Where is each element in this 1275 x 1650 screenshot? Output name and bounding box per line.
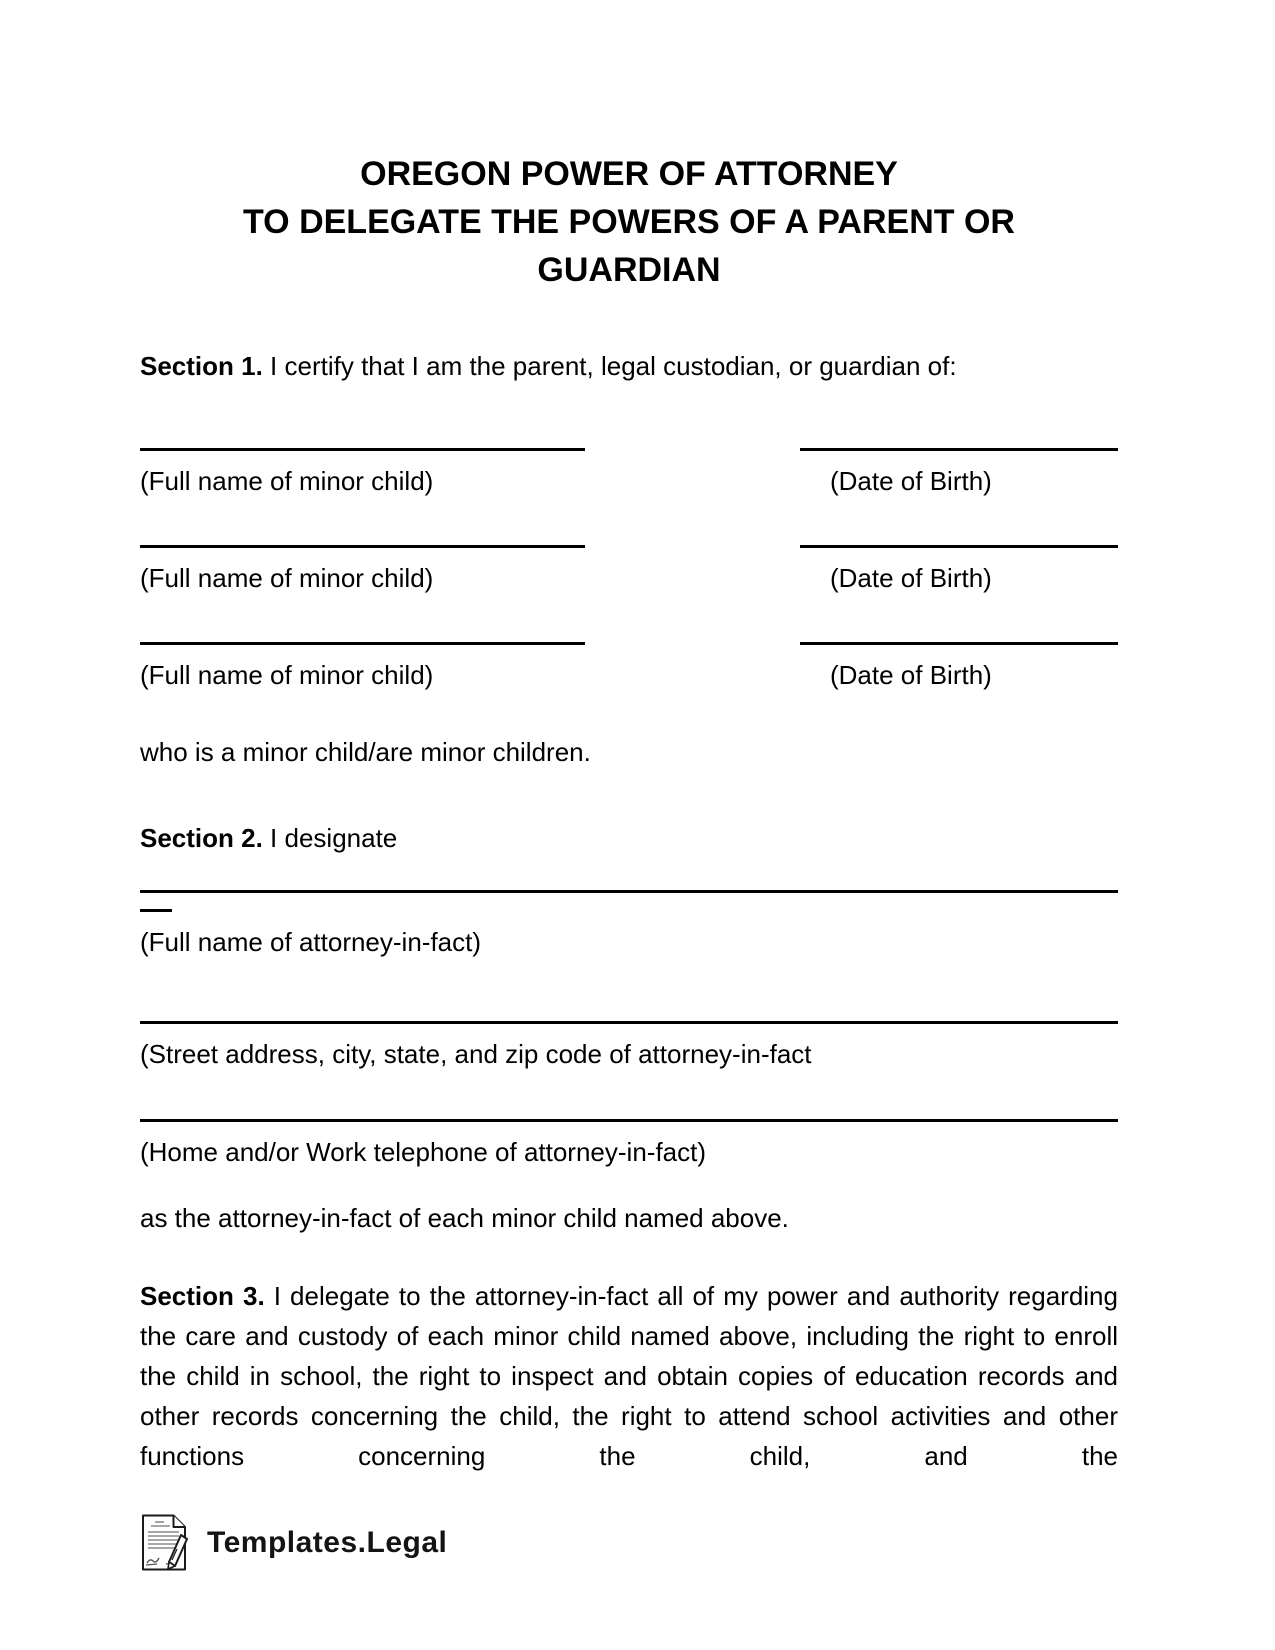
minor-child-row <box>140 448 1118 498</box>
minor-child-dob-blank-line[interactable] <box>800 545 1118 548</box>
section2-intro <box>140 818 1118 858</box>
section2-heading: Section 2. <box>140 823 263 853</box>
section3-text: I delegate to the attorney-in-fact all of my power and authority regarding the care and custody of each minor child named above, including the right to enroll the child in school, the right to inspect and obtain copies of education records and other records concerning the child, the right to attend school activities and other functions concerning the child, and the <box>140 1281 1118 1471</box>
section2-text: I designate <box>262 823 398 853</box>
minor-child-dob-label: (Date of Birth) <box>830 660 992 690</box>
attorney-phone-label: (Home and/or Work telephone of attorney-in-fact) <box>140 1137 707 1167</box>
minor-child-name-label: (Full name of minor child) <box>140 563 434 593</box>
attorney-address-field <box>140 1021 1118 1071</box>
section1-closing: who is a minor child/are minor children. <box>140 737 591 767</box>
section1-heading: Section 1. <box>140 351 263 381</box>
document-title <box>140 150 1118 294</box>
title-line-3: GUARDIAN <box>537 251 721 289</box>
minor-child-name-field <box>140 448 585 498</box>
attorney-name-label: (Full name of attorney-in-fact) <box>140 927 482 957</box>
minor-child-row <box>140 642 1118 692</box>
attorney-address-blank-line[interactable] <box>140 1021 1118 1024</box>
attorney-phone-field <box>140 1119 1118 1169</box>
attorney-address-label: (Street address, city, state, and zip code of attorney-in-fact <box>140 1039 812 1069</box>
document-pen-icon <box>140 1514 192 1571</box>
minor-child-name-blank-line[interactable] <box>140 448 585 451</box>
minor-child-dob-field <box>800 448 1118 498</box>
minor-child-dob-field <box>800 642 1118 692</box>
minor-child-name-field <box>140 642 585 692</box>
minor-child-name-label: (Full name of minor child) <box>140 466 434 496</box>
minor-child-name-field <box>140 545 585 595</box>
section1-text: I certify that I am the parent, legal custodian, or guardian of: <box>262 351 957 381</box>
brand-logo <box>140 1514 1118 1571</box>
section2-closing: as the attorney-in-fact of each minor child named above. <box>140 1203 789 1233</box>
minor-child-dob-field <box>800 545 1118 595</box>
attorney-name-blank-line-wrap[interactable] <box>140 909 172 912</box>
minor-child-dob-blank-line[interactable] <box>800 642 1118 645</box>
brand-name: Templates.Legal <box>207 1525 448 1559</box>
section1-intro <box>140 346 1118 386</box>
minor-child-dob-label: (Date of Birth) <box>830 563 992 593</box>
title-line-2: TO DELEGATE THE POWERS OF A PARENT OR <box>243 203 1015 241</box>
minor-child-row <box>140 545 1118 595</box>
section3-paragraph <box>140 1276 1118 1476</box>
title-line-1: OREGON POWER OF ATTORNEY <box>360 155 898 193</box>
minor-child-dob-blank-line[interactable] <box>800 448 1118 451</box>
attorney-name-field <box>140 890 1118 959</box>
attorney-name-blank-line[interactable] <box>140 890 1118 893</box>
attorney-phone-blank-line[interactable] <box>140 1119 1118 1122</box>
minor-child-name-blank-line[interactable] <box>140 545 585 548</box>
minor-child-dob-label: (Date of Birth) <box>830 466 992 496</box>
minor-child-name-label: (Full name of minor child) <box>140 660 434 690</box>
section3-heading: Section 3. <box>140 1281 265 1311</box>
minor-child-name-blank-line[interactable] <box>140 642 585 645</box>
